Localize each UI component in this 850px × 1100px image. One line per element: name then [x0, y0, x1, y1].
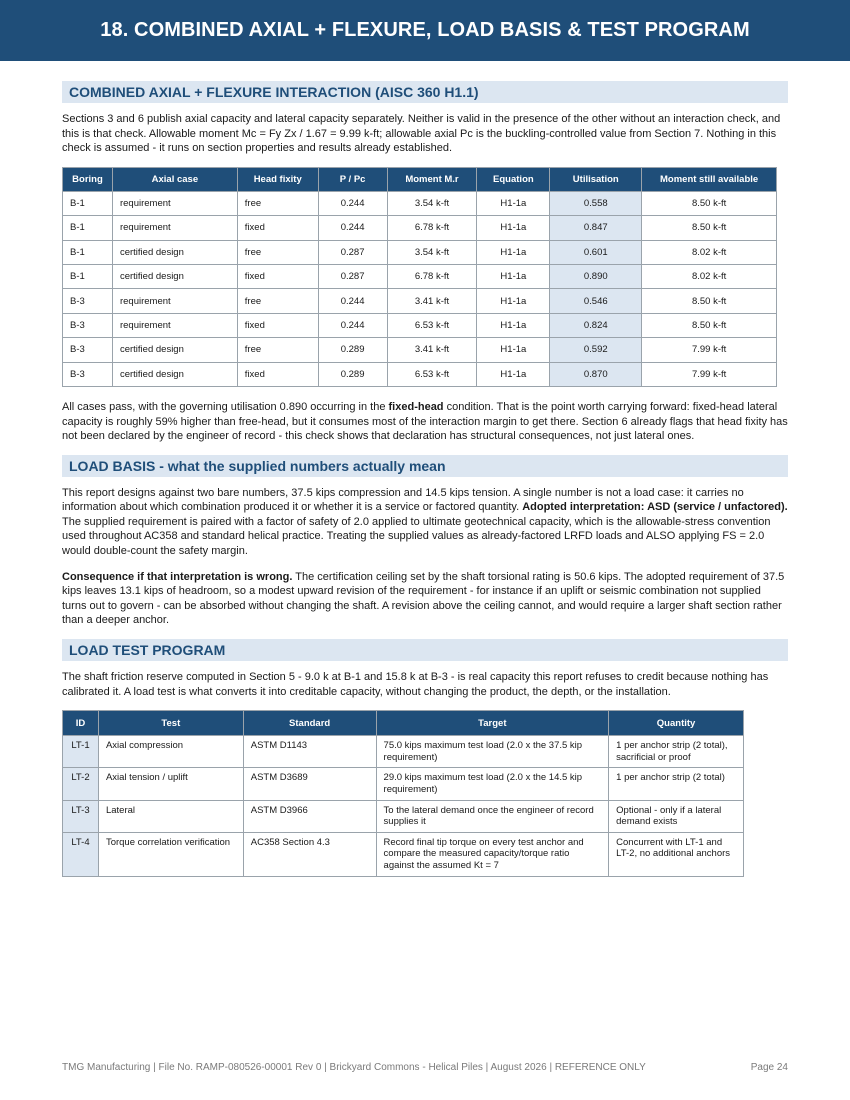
- table-cell: Record final tip torque on every test anchor and compare the measured capacity/torque ratio against the assumed Kt = 7: [376, 832, 609, 876]
- table-cell: 1 per anchor strip (2 total): [609, 768, 744, 800]
- col-header: Equation: [477, 167, 550, 191]
- table-cell: Lateral: [98, 800, 243, 832]
- section-heading-load-basis: LOAD BASIS - what the supplied numbers actually mean: [62, 455, 788, 477]
- col-header: Boring: [63, 167, 113, 191]
- table-cell: 7.99 k-ft: [642, 362, 777, 386]
- interaction-table: [62, 167, 777, 387]
- table-cell: LT-3: [63, 800, 99, 832]
- conclusion-text: condition. That is the point worth carrying forward: fixed-head lateral capacity is roughly 59% higher than free-head, but it consumes most of the interaction margin to get there. Section 6 already flags that head fixity has not been declared by the engineer of record - this check shows that declaration has structural consequences, not just lateral ones.: [62, 400, 788, 443]
- table-cell: 0.244: [318, 313, 387, 337]
- col-header: Standard: [243, 711, 376, 736]
- table-cell: To the lateral demand once the engineer of record supplies it: [376, 800, 609, 832]
- table-row: [63, 264, 777, 288]
- table-cell: certified design: [112, 264, 237, 288]
- table-row: [63, 768, 744, 800]
- table-row: [63, 313, 777, 337]
- table-cell: Axial tension / uplift: [98, 768, 243, 800]
- table-cell: B-3: [63, 313, 113, 337]
- table-cell: 0.244: [318, 191, 387, 215]
- table-cell: H1-1a: [477, 264, 550, 288]
- table-cell: ASTM D3966: [243, 800, 376, 832]
- table-cell: H1-1a: [477, 338, 550, 362]
- col-header: ID: [63, 711, 99, 736]
- table-cell: 0.244: [318, 216, 387, 240]
- col-header: Utilisation: [550, 167, 642, 191]
- table-cell: 3.54 k-ft: [387, 240, 477, 264]
- page-title: 18. COMBINED AXIAL + FLEXURE, LOAD BASIS & TEST PROGRAM: [100, 19, 750, 41]
- col-header: P / Pc: [318, 167, 387, 191]
- table-cell: 0.289: [318, 362, 387, 386]
- load-test-table-body: [63, 736, 744, 876]
- table-cell: 8.50 k-ft: [642, 289, 777, 313]
- table-cell: 0.601: [550, 240, 642, 264]
- table-cell: requirement: [112, 289, 237, 313]
- table-row: [63, 800, 744, 832]
- section-heading-load-test: LOAD TEST PROGRAM: [62, 639, 788, 661]
- table-cell: H1-1a: [477, 289, 550, 313]
- interaction-conclusion: [62, 400, 788, 444]
- table-cell: H1-1a: [477, 191, 550, 215]
- load-test-intro: The shaft friction reserve computed in Section 5 - 9.0 k at B-1 and 15.8 k at B-3 - is real capacity this report refuses to credit because nothing has calibrated it. A load test is what converts it into creditable capacity, without changing the product, the depth, or the installation.: [62, 671, 769, 698]
- load-basis-paragraph: [62, 486, 788, 559]
- table-cell: B-3: [63, 289, 113, 313]
- table-cell: certified design: [112, 362, 237, 386]
- col-header: Moment M.r: [387, 167, 477, 191]
- table-cell: 6.53 k-ft: [387, 313, 477, 337]
- page-title-banner: [0, 0, 850, 61]
- table-cell: fixed: [237, 216, 318, 240]
- table-cell: B-3: [63, 362, 113, 386]
- table-cell: certified design: [112, 338, 237, 362]
- interaction-intro: Sections 3 and 6 publish axial capacity and lateral capacity separately. Neither is valid in the presence of the other without an interaction check, and this is that check. Allowable moment Mc = Fy Zx / 1.67 = 9.99 k-ft; allowable axial Pc is the buckling-controlled value from Section 7. Nothing in this check is assumed - it runs on section properties and results already established.: [62, 113, 781, 155]
- table-cell: LT-1: [63, 736, 99, 768]
- table-cell: LT-4: [63, 832, 99, 876]
- table-cell: H1-1a: [477, 313, 550, 337]
- consequence-lead: Consequence if that interpretation is wrong.: [62, 570, 293, 583]
- table-cell: B-1: [63, 191, 113, 215]
- table-cell: 3.41 k-ft: [387, 289, 477, 313]
- table-cell: ASTM D3689: [243, 768, 376, 800]
- table-cell: 3.54 k-ft: [387, 191, 477, 215]
- table-cell: 1 per anchor strip (2 total), sacrificial or proof: [609, 736, 744, 768]
- table-cell: 0.546: [550, 289, 642, 313]
- table-cell: fixed: [237, 362, 318, 386]
- table-cell: free: [237, 289, 318, 313]
- table-cell: fixed: [237, 313, 318, 337]
- table-cell: 6.78 k-ft: [387, 264, 477, 288]
- table-cell: Optional - only if a lateral demand exists: [609, 800, 744, 832]
- table-row: [63, 289, 777, 313]
- table-cell: requirement: [112, 216, 237, 240]
- table-cell: 6.53 k-ft: [387, 362, 477, 386]
- table-cell: 0.824: [550, 313, 642, 337]
- table-cell: 29.0 kips maximum test load (2.0 x the 14.5 kip requirement): [376, 768, 609, 800]
- table-row: [63, 338, 777, 362]
- table-row: [63, 362, 777, 386]
- table-cell: 0.847: [550, 216, 642, 240]
- table-cell: 7.99 k-ft: [642, 338, 777, 362]
- adopted-interpretation: Adopted interpretation: ASD (service / unfactored).: [522, 501, 788, 514]
- table-cell: 8.02 k-ft: [642, 264, 777, 288]
- table-cell: ASTM D1143: [243, 736, 376, 768]
- table-cell: 0.244: [318, 289, 387, 313]
- table-header-row: [63, 167, 777, 191]
- table-cell: B-1: [63, 240, 113, 264]
- table-cell: Torque correlation verification: [98, 832, 243, 876]
- table-row: [63, 736, 744, 768]
- load-basis-text: This report designs against two bare numbers, 37.5 kips compression and 14.5 kips tension. A single number is not a load case: it carries no information about which combination produced it or whether it is a service or factored quantity.: [62, 486, 744, 514]
- table-cell: requirement: [112, 191, 237, 215]
- load-test-table: [62, 710, 744, 876]
- table-cell: 75.0 kips maximum test load (2.0 x the 37.5 kip requirement): [376, 736, 609, 768]
- table-row: [63, 191, 777, 215]
- table-cell: B-1: [63, 264, 113, 288]
- table-cell: 3.41 k-ft: [387, 338, 477, 362]
- table-cell: H1-1a: [477, 362, 550, 386]
- conclusion-emphasis: fixed-head: [388, 400, 444, 413]
- col-header: Quantity: [609, 711, 744, 736]
- page-number: Page 24: [750, 1062, 788, 1073]
- table-row: [63, 832, 744, 876]
- table-cell: AC358 Section 4.3: [243, 832, 376, 876]
- report-content: [62, 81, 788, 877]
- table-row: [63, 216, 777, 240]
- table-cell: free: [237, 338, 318, 362]
- table-cell: 0.287: [318, 264, 387, 288]
- table-cell: requirement: [112, 313, 237, 337]
- table-cell: Axial compression: [98, 736, 243, 768]
- col-header: Moment still available: [642, 167, 777, 191]
- table-cell: free: [237, 240, 318, 264]
- table-cell: 0.890: [550, 264, 642, 288]
- table-cell: B-1: [63, 216, 113, 240]
- section-heading-interaction: COMBINED AXIAL + FLEXURE INTERACTION (AISC 360 H1.1): [62, 81, 788, 103]
- table-cell: 0.289: [318, 338, 387, 362]
- consequence-text: The certification ceiling set by the shaft torsional rating is 50.6 kips. The adopted requirement of 37.5 kips leaves 13.1 kips of headroom, so a modest upward revision of the requirement - for instance if an uplift or seismic combination not supplied turns out to govern - can be absorbed without changing the shaft. A revision above the ceiling cannot, and would require a larger shaft section rather than a deeper anchor.: [62, 570, 785, 627]
- table-cell: 0.558: [550, 191, 642, 215]
- table-cell: LT-2: [63, 768, 99, 800]
- col-header: Test: [98, 711, 243, 736]
- load-basis-text: The supplied requirement is paired with a factor of safety of 2.0 applied to ultimate geotechnical capacity, which is the allowable-stress convention used throughout AC358 and standard helical practice. Treating the supplied values as already-factored LRFD loads and ALSO applying FS = 2.0 would double-count the safety margin.: [62, 515, 771, 558]
- table-cell: 8.02 k-ft: [642, 240, 777, 264]
- col-header: Head fixity: [237, 167, 318, 191]
- table-cell: 0.287: [318, 240, 387, 264]
- table-cell: 8.50 k-ft: [642, 313, 777, 337]
- conclusion-text: All cases pass, with the governing utilisation 0.890 occurring in the: [62, 400, 389, 413]
- table-cell: 8.50 k-ft: [642, 216, 777, 240]
- table-cell: fixed: [237, 264, 318, 288]
- table-cell: H1-1a: [477, 240, 550, 264]
- table-cell: 0.870: [550, 362, 642, 386]
- table-header-row: [63, 711, 744, 736]
- table-row: [63, 240, 777, 264]
- col-header: Axial case: [112, 167, 237, 191]
- consequence-paragraph: [62, 570, 788, 628]
- table-cell: B-3: [63, 338, 113, 362]
- table-cell: Concurrent with LT-1 and LT-2, no additional anchors: [609, 832, 744, 876]
- table-cell: 0.592: [550, 338, 642, 362]
- table-cell: H1-1a: [477, 216, 550, 240]
- footer-document-info: TMG Manufacturing | File No. RAMP-080526-00001 Rev 0 | Brickyard Commons - Helical Piles | August 2026 | REFERENCE ONLY: [62, 1062, 646, 1073]
- col-header: Target: [376, 711, 609, 736]
- table-cell: certified design: [112, 240, 237, 264]
- table-cell: 8.50 k-ft: [642, 191, 777, 215]
- table-cell: free: [237, 191, 318, 215]
- table-cell: 6.78 k-ft: [387, 216, 477, 240]
- interaction-table-body: [63, 191, 777, 386]
